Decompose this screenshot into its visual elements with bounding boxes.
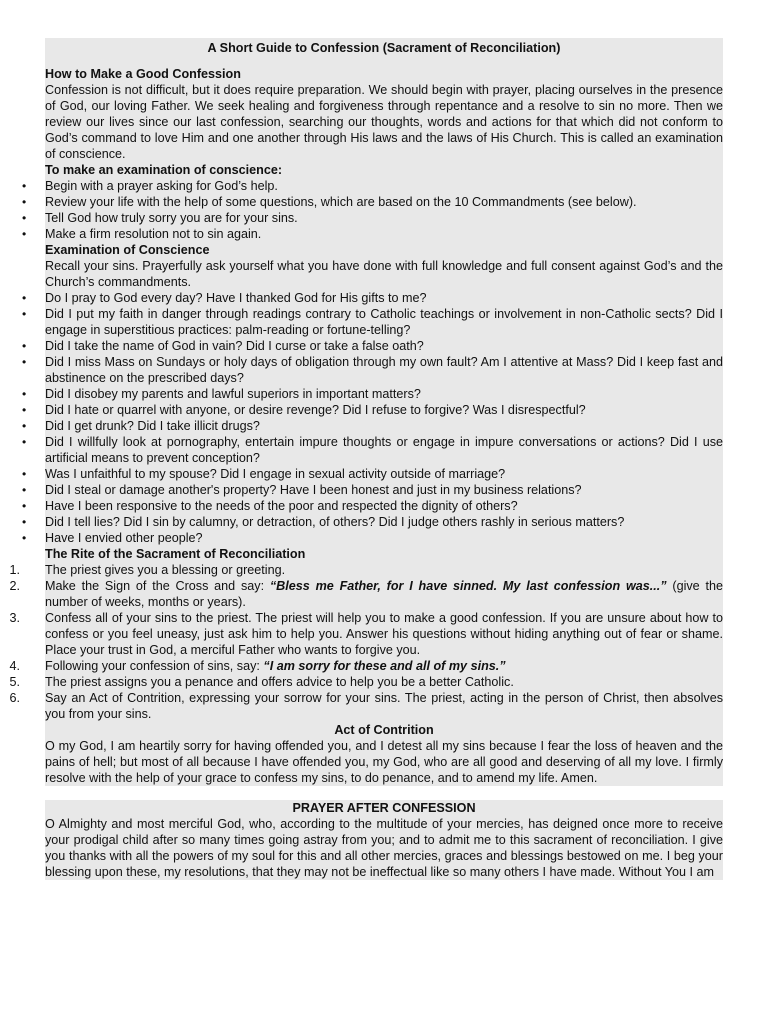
examination-steps-list <box>22 178 723 242</box>
bullet-icon: • <box>22 339 27 353</box>
list-item: 2. Make the Sign of the Cross and say: “Bless me Father, for I have sinned. My last confession was...” (give the number of weeks, months or years). <box>45 578 723 610</box>
list-item: • Do I pray to God every day? Have I thanked God for His gifts to me? <box>22 291 427 305</box>
list-item: • Did I tell lies? Did I sin by calumny, or detraction, of others? Did I judge others rashly in serious matters? <box>22 515 625 529</box>
step-number: 2. <box>9 579 20 593</box>
bullet-icon: • <box>22 211 27 225</box>
quoted-prayer: “Bless me Father, for I have sinned. My last confession was...” <box>269 579 667 593</box>
bullet-icon: • <box>22 531 27 545</box>
section-body-contrition: O my God, I am heartily sorry for having offended you, and I detest all my sins because I fear the loss of heaven and the pains of hell; but most of all because I have offended you, my God, who are all good and deserving of all my love. I firmly resolve with the help of your grace to confess my sins, to do penance, and to amend my life. Amen. <box>45 739 723 785</box>
bullet-icon: • <box>22 435 27 449</box>
list-item: 4. Following your confession of sins, say: “I am sorry for these and all of my sins.” <box>45 658 723 674</box>
list-item: • Begin with a prayer asking for God’s help. <box>22 179 278 193</box>
bullet-icon: • <box>22 515 27 529</box>
section-body-examination: Recall your sins. Prayerfully ask yourself what you have done with full knowledge and full consent against God’s and the Church’s commandments. <box>45 259 723 289</box>
divider <box>0 786 768 800</box>
step-number: 3. <box>9 611 20 625</box>
document-title: A Short Guide to Confession (Sacrament of Reconciliation) <box>207 41 561 55</box>
list-item: • Did I get drunk? Did I take illicit drugs? <box>22 419 260 433</box>
bullet-icon: • <box>22 227 27 241</box>
bullet-icon: • <box>22 419 27 433</box>
list-item: • Did I steal or damage another's property? Have I been honest and just in my business relations? <box>22 483 582 497</box>
list-item: • Have I been responsive to the needs of the poor and respected the dignity of others? <box>22 499 518 513</box>
section-heading-examination: Examination of Conscience <box>45 243 210 257</box>
step-number: 6. <box>9 691 20 705</box>
bullet-icon: • <box>22 195 27 209</box>
list-item: • Did I willfully look at pornography, entertain impure thoughts or engage in impure conversations or actions? Did I use artificial means to prevent conception? <box>22 435 723 465</box>
step-number: 1. <box>9 563 20 577</box>
section-heading-examination-steps: To make an examination of conscience: <box>45 163 283 177</box>
list-item: 6. Say an Act of Contrition, expressing your sorrow for your sins. The priest, acting in the person of Christ, then absolves you from your sins. <box>45 690 723 722</box>
list-item: • Make a firm resolution not to sin again. <box>22 227 262 241</box>
list-item: • Did I hate or quarrel with anyone, or desire revenge? Did I refuse to forgive? Was I disrespectful? <box>22 403 586 417</box>
list-item: • Have I envied other people? <box>22 531 203 545</box>
list-item: • Did I take the name of God in vain? Did I curse or take a false oath? <box>22 339 424 353</box>
section-heading-contrition: Act of Contrition <box>334 723 434 737</box>
bullet-icon: • <box>22 355 27 369</box>
section-body-prayer: O Almighty and most merciful God, who, according to the multitude of your mercies, has deigned once more to receive your prodigal child after so many times going astray from you; and to admit me to this sacrament of reconciliation. I give you thanks with all the powers of my soul for this and all other mercies, graces and blessings bestowed on me. I beg your blessing upon these, my resolutions, that they may not be ineffectual like so many others I have made. Without You I am <box>45 817 723 879</box>
list-item: • Did I disobey my parents and lawful superiors in important matters? <box>22 387 421 401</box>
quoted-prayer: “I am sorry for these and all of my sins.” <box>263 659 506 673</box>
section-heading-rite: The Rite of the Sacrament of Reconciliation <box>45 547 306 561</box>
section-heading-prayer: PRAYER AFTER CONFESSION <box>292 801 476 815</box>
bullet-icon: • <box>22 307 27 321</box>
section-heading-how-to: How to Make a Good Confession <box>45 67 241 81</box>
list-item: • Was I unfaithful to my spouse? Did I engage in sexual activity outside of marriage? <box>22 467 506 481</box>
bullet-icon: • <box>22 179 27 193</box>
list-item: • Tell God how truly sorry you are for your sins. <box>22 211 298 225</box>
step-number: 4. <box>9 659 20 673</box>
bullet-icon: • <box>22 403 27 417</box>
bullet-icon: • <box>22 483 27 497</box>
list-item: 1. The priest gives you a blessing or greeting. <box>45 562 723 578</box>
document-page <box>0 38 768 880</box>
bullet-icon: • <box>22 499 27 513</box>
list-item: 3. Confess all of your sins to the priest. The priest will help you to make a good confession. If you are unsure about how to confess or you feel uneasy, just ask him to help you. Answer his questions without hiding anything out of fear or shame. Place your trust in God, a merciful Father who wants to forgive you. <box>45 610 723 658</box>
examination-questions-list <box>22 290 723 546</box>
step-number: 5. <box>9 675 20 689</box>
rite-steps-list <box>9 562 723 722</box>
bullet-icon: • <box>22 467 27 481</box>
section-body-how-to: Confession is not difficult, but it does require preparation. We should begin with prayer, placing ourselves in the presence of God, our loving Father. We seek healing and forgiveness through repentance and a resolve to sin no more. Then we review our lives since our last confession, searching our thoughts, words and actions for that which did not conform to God’s command to love Him and one another through His laws and the laws of His Church. This is called an examination of conscience. <box>45 83 723 161</box>
list-item: 5. The priest assigns you a penance and offers advice to help you be a better Catholic. <box>45 674 723 690</box>
list-item: • Did I put my faith in danger through readings contrary to Catholic teachings or involvement in non-Catholic sects? Did I engage in superstitious practices: palm-reading or fortune-telling? <box>22 307 723 337</box>
bullet-icon: • <box>22 291 27 305</box>
list-item: • Review your life with the help of some questions, which are based on the 10 Commandments (see below). <box>22 195 637 209</box>
list-item: • Did I miss Mass on Sundays or holy days of obligation through my own fault? Am I attentive at Mass? Did I keep fast and abstinence on the prescribed days? <box>22 355 723 385</box>
bullet-icon: • <box>22 387 27 401</box>
content-box <box>9 38 723 880</box>
